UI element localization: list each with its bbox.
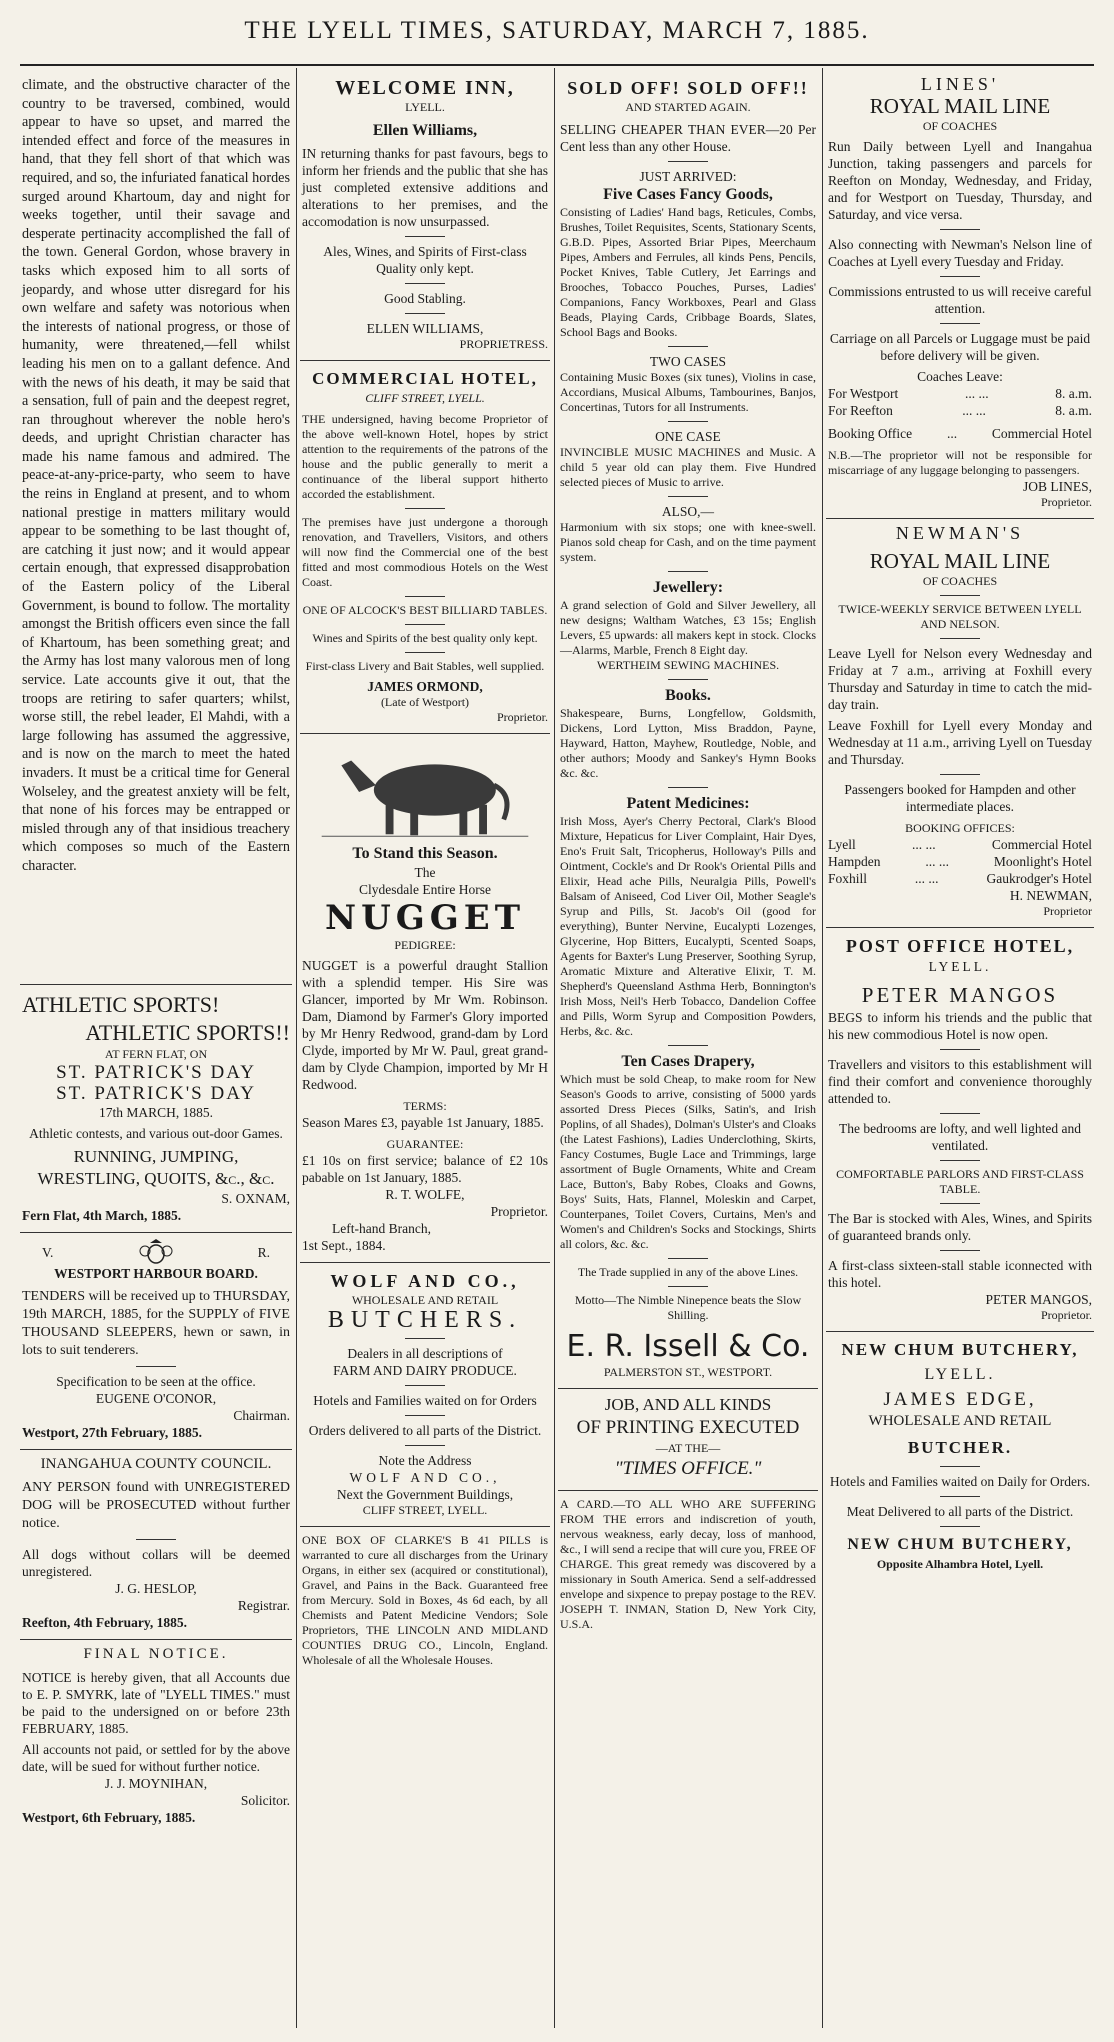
lines-carriage: Carriage on all Parcels or Luggage must be paid before delivery will be given. bbox=[829, 331, 1091, 363]
nugget-pedigree: PEDIGREE: bbox=[394, 938, 456, 952]
newman-leave-1: Leave Lyell for Nelson every Wednesday and Friday at 7 a.m., arriving at Foxhill every Thursday and Saturday in time to catch the mid-day train. bbox=[828, 646, 1092, 712]
chum-place: LYELL. bbox=[924, 1366, 996, 1383]
divider bbox=[940, 229, 980, 230]
nugget-branch: Left-hand Branch, bbox=[332, 1221, 431, 1236]
divider bbox=[940, 1526, 980, 1527]
newman-office-dots: ... ... bbox=[912, 837, 936, 852]
newman-office-row bbox=[828, 870, 1092, 887]
chum-opposite: Opposite Alhambra Hotel, Lyell. bbox=[876, 1557, 1044, 1571]
divider bbox=[940, 595, 980, 596]
newman-office-row bbox=[828, 853, 1092, 870]
motto: Motto—The Nimble Ninepence beats the Slow Shilling. bbox=[574, 1293, 802, 1322]
lines-row-time: 8. a.m. bbox=[1055, 403, 1092, 418]
crest-r: R. bbox=[257, 1244, 270, 1260]
po-title: POST OFFICE HOTEL, bbox=[845, 936, 1075, 956]
editorial-text: climate, and the obstructive character of the country to be traversed, combined, would appear to have so upset, and marred the intended effect and force of the measures in hand, that they fell short of that which was required, and so, the infuriated fanatical hordes surged around Khartoum, day and night for weeks together, until their savage and desperate pertinacity accomplished the fall of the town. General Gordon, whose bravery in tasks which exposed him to all sorts of jeopardy, and whose utter disregard for his own welfare and safety was notorious when the interests of national progress, or those of humanity, were threatened,—fell whilst leading his men on to a gallant defence. And with the news of his death, it may be said that a sensation, full of pain and the deepest regret, ran throughout wherever the noble hero's deeds, and upright Christian character has made his name famous and admired. The peace-at-any-price-party, who seem to have the reins in England at present, and to whom national prestige in matters military would appear to be something to be last thought of, are catching it just now; and it would appear certain enough, that expressed disapprobation of the Eastern policy of the Liberal Government, is bound to follow. The mortality amongst the British officers even since the fall of Khartoum, has been something great; and the Army has lost many valorous men of long service. Late accounts give it out, that the troops are retiring to safer quarters; whilst, worse still, the rebel leader, El Mahdi, with a large following has assumed the aggressive, and is now on the march to meet the hated invaders. It must be a critical time for General Wolseley, and the greatest anxiety will be felt, that none of his forces may be entrapped or misled through any of that insidious treachery which composes so much of the Eastern character. bbox=[22, 77, 290, 874]
divider bbox=[668, 571, 708, 572]
lines-booking-dots: ... bbox=[946, 426, 958, 441]
commercial-hotel-ad bbox=[300, 361, 550, 734]
nugget-guarantee-body: £1 10s on first service; balance of £2 10s pabable on 1st January, 1885. bbox=[302, 1153, 548, 1185]
athletic-signed: S. OXNAM, bbox=[221, 1191, 290, 1206]
newman-role: Proprietor bbox=[1043, 904, 1092, 918]
council-title: INANGAHUA COUNTY COUNCIL. bbox=[40, 1456, 272, 1472]
also-title: ALSO,— bbox=[661, 504, 715, 519]
po-place: LYELL. bbox=[928, 959, 992, 974]
masthead-rule bbox=[20, 64, 1094, 66]
newman-coaches-ad bbox=[826, 519, 1094, 928]
post-office-hotel-ad bbox=[826, 928, 1094, 1332]
po-sign: PETER MANGOS, bbox=[985, 1292, 1092, 1307]
commercial-body: THE undersigned, having become Proprietor of the above well-known Hotel, hopes by strict attention to the requirements of the patrons of the house and the public generally to merit a continuance of the liberal support hitherto accorded the establishment. bbox=[302, 412, 548, 501]
divider bbox=[405, 596, 445, 597]
nugget-stallion-ad bbox=[300, 734, 550, 1263]
divider bbox=[940, 1049, 980, 1050]
po-body: BEGS to inform his triends and the public that his new commodious Hotel is now open. bbox=[828, 1010, 1092, 1042]
newman-passengers: Passengers booked for Hampden and other intermediate places. bbox=[844, 782, 1076, 814]
lines-row bbox=[828, 402, 1092, 419]
athletic-events: RUNNING, JUMPING, WRESTLING, QUOITS, &c., &c. bbox=[37, 1147, 275, 1188]
wolf-orders: Orders delivered to all parts of the District. bbox=[308, 1423, 542, 1438]
commercial-body-2: The premises have just undergone a thorough renovation, and Travellers, Visitors, and others will now find the Commercial one of the best fitted and most commodious Hotels on the West Coast. bbox=[302, 515, 548, 589]
newman-office-dots: ... ... bbox=[914, 871, 939, 886]
lines-row bbox=[828, 385, 1092, 402]
nugget-terms: TERMS: bbox=[403, 1099, 447, 1113]
trade-supplied: The Trade supplied in any of the above Lines. bbox=[577, 1265, 799, 1279]
newman-of: OF COACHES bbox=[922, 574, 998, 588]
job-line-3: —AT THE— bbox=[655, 1441, 721, 1455]
job-line-2: OF PRINTING EXECUTED bbox=[576, 1417, 800, 1438]
divider bbox=[940, 323, 980, 324]
divider bbox=[668, 1258, 708, 1259]
commercial-late: (Late of Westport) bbox=[380, 695, 470, 709]
welcome-role: PROPRIETRESS. bbox=[459, 337, 548, 351]
wolf-trade: BUTCHERS. bbox=[327, 1307, 523, 1333]
athletic-contests: Athletic contests, and various out-door Games. bbox=[29, 1126, 283, 1141]
nugget-stand: To Stand this Season. bbox=[352, 845, 498, 862]
harbour-body: TENDERS will be received up to THURSDAY, 19th MARCH, 1885, for the SUPPLY of FIVE THOUSAND SLEEPERS, hewn or sawn, in lots to suit tenderers. bbox=[22, 1289, 290, 1358]
po-bar: The Bar is stocked with Ales, Wines, and Spirits of guaranteed brands only. bbox=[828, 1211, 1092, 1243]
royal-crest-icon bbox=[138, 1239, 174, 1265]
divider bbox=[940, 1250, 980, 1251]
divider bbox=[940, 1203, 980, 1204]
books-title: Books. bbox=[665, 687, 711, 704]
commercial-street: CLIFF STREET, LYELL. bbox=[365, 391, 485, 405]
harbour-name: EUGENE O'CONOR, bbox=[95, 1391, 217, 1406]
divider bbox=[405, 624, 445, 625]
divider bbox=[940, 276, 980, 277]
newman-office-row bbox=[828, 836, 1092, 853]
chum-whole: WHOLESALE AND RETAIL bbox=[868, 1413, 1052, 1429]
welcome-ales: Ales, Wines, and Spirits of First-class Quality only kept. bbox=[323, 244, 527, 276]
divider bbox=[668, 496, 708, 497]
welcome-place: LYELL. bbox=[405, 100, 445, 114]
wolf-hotels: Hotels and Families waited on for Orders bbox=[313, 1393, 537, 1408]
chum-butcher: BUTCHER. bbox=[907, 1438, 1013, 1457]
job-line-4: "TIMES OFFICE." bbox=[614, 1458, 762, 1479]
welcome-name: Ellen Williams, bbox=[372, 122, 478, 139]
final-name: J. J. MOYNIHAN, bbox=[104, 1776, 208, 1791]
final-date: Westport, 6th February, 1885. bbox=[22, 1810, 196, 1825]
wolf-street: CLIFF STREET, LYELL. bbox=[362, 1503, 488, 1517]
issell-address: PALMERSTON ST., WESTPORT. bbox=[603, 1365, 773, 1379]
nugget-guarantee: GUARANTEE: bbox=[386, 1137, 464, 1151]
athletic-day-2: ST. PATRICK'S DAY bbox=[56, 1083, 256, 1104]
newman-office-hotel: Commercial Hotel bbox=[991, 837, 1092, 852]
council-body-2: All dogs without collars will be deemed unregistered. bbox=[22, 1547, 290, 1579]
sewing-machines: WERTHEIM SEWING MACHINES. bbox=[596, 658, 780, 672]
newman-title: NEWMAN'S bbox=[895, 523, 1025, 543]
issell-name: E. R. Issell & Co. bbox=[566, 1329, 810, 1364]
column-3 bbox=[558, 70, 818, 1640]
jewellery-list: A grand selection of Gold and Silver Jewellery, all new designs; Waltham Watches, £3 15s; English Levers, £5 upwards: all makers kept in stock. Clocks—Alarms, Marble, French 8 Eight day. bbox=[560, 598, 816, 657]
athletic-at: AT FERN FLAT, ON bbox=[104, 1047, 208, 1061]
welcome-title: WELCOME INN, bbox=[335, 77, 515, 99]
nugget-terms-body: Season Mares £3, payable 1st January, 1885. bbox=[302, 1115, 544, 1130]
athletic-day-1: ST. PATRICK'S DAY bbox=[56, 1062, 256, 1083]
column-divider bbox=[822, 68, 823, 2028]
lines-booking-place: Commercial Hotel bbox=[991, 426, 1092, 441]
wolf-sub: WHOLESALE AND RETAIL bbox=[351, 1293, 499, 1307]
lines-coaches-ad bbox=[826, 70, 1094, 519]
divider bbox=[940, 1160, 980, 1161]
card-text: A CARD.—TO ALL WHO ARE SUFFERING FROM THE errors and indiscretion of youth, nervous weakness, early decay, loss of manhood, &c., I will send a recipe that will cure you, FREE OF CHARGE. This great remedy was discovered by a missionary in South America. Send a self-addressed envelope and sixpence to prepay postage to the REV. JOSEPH T. INMAN, Station D, New York City, U.S.A. bbox=[560, 1497, 816, 1631]
patent-title: Patent Medicines: bbox=[626, 795, 750, 812]
po-travellers: Travellers and visitors to this establishment will find their comfort and convenience thoroughly attended to. bbox=[828, 1057, 1092, 1106]
new-chum-butchery-ad bbox=[826, 1332, 1094, 1580]
lines-row-dots: ... ... bbox=[962, 403, 986, 418]
lines-row-time: 8. a.m. bbox=[1055, 386, 1092, 401]
nugget-horse: Clydesdale Entire Horse bbox=[359, 882, 491, 897]
welcome-sign: ELLEN WILLIAMS, bbox=[366, 321, 484, 336]
divider bbox=[940, 1466, 980, 1467]
divider bbox=[405, 313, 445, 314]
final-role: Solicitor. bbox=[240, 1793, 290, 1808]
newman-office-hotel: Gaukrodger's Hotel bbox=[986, 871, 1092, 886]
nugget-role: Proprietor. bbox=[490, 1204, 548, 1219]
lines-leave: Coaches Leave: bbox=[917, 369, 1003, 384]
lines-row-dots: ... ... bbox=[964, 386, 989, 401]
divider bbox=[940, 1113, 980, 1114]
divider bbox=[940, 774, 980, 775]
newman-office-hotel: Moonlight's Hotel bbox=[993, 854, 1092, 869]
po-parlors: COMFORTABLE PARLORS AND FIRST-CLASS TABLE. bbox=[836, 1167, 1084, 1196]
harbour-board-notice bbox=[20, 1233, 292, 1450]
fancy-goods-list: Consisting of Ladies' Hand bags, Reticules, Combs, Brushes, Toilet Requisites, Scents, Stationary Scents, G.B.D. Pipes, Assorted Briar Pipes, Meerchaum Pipes, Ambers and Ferrules, all kinds Pens, Pencils, Pocket Knives, Table Cutlery, Jet Earrings and Brooches, Tobacco Pouches, Purses, Ladies' Companions, Fancy Workboxes, Pearl and Glass Beads, Playing Cards, Cribbage Boards, Slates, School Bags and Books. bbox=[560, 205, 816, 339]
jewellery-title: Jewellery: bbox=[652, 579, 724, 596]
divider bbox=[136, 1366, 176, 1367]
wolf-title: WOLF AND CO., bbox=[330, 1271, 520, 1291]
job-line-1: JOB, AND ALL KINDS bbox=[604, 1395, 772, 1414]
lines-title: LINES' bbox=[920, 74, 1000, 94]
divider bbox=[668, 679, 708, 680]
royal-crest-row bbox=[22, 1239, 290, 1265]
divider bbox=[405, 508, 445, 509]
drapery-title: Ten Cases Drapery, bbox=[621, 1053, 755, 1070]
divider bbox=[405, 236, 445, 237]
two-cases-list: Containing Music Boxes (six tunes), Violins in case, Accordians, Musical Albums, Tambourines, Banjos, Concertinas, Tutors for all Instruments. bbox=[560, 370, 816, 414]
card-ad bbox=[558, 1491, 818, 1640]
lines-commissions: Commissions entrusted to us will receive careful attention. bbox=[828, 284, 1092, 316]
commercial-sign: JAMES ORMOND, bbox=[367, 679, 483, 694]
column-1 bbox=[20, 70, 292, 1834]
athletic-sports-ad bbox=[20, 985, 292, 1233]
po-stable: A first-class sixteen-stall stable iconnected with this hotel. bbox=[828, 1258, 1092, 1290]
commercial-title: COMMERCIAL HOTEL, bbox=[312, 369, 538, 388]
nugget-date: 1st Sept., 1884. bbox=[302, 1238, 386, 1253]
po-bedrooms: The bedrooms are lofty, and well lighted and ventilated. bbox=[838, 1121, 1082, 1153]
chum-title: NEW CHUM BUTCHERY, bbox=[841, 1340, 1079, 1359]
chum-title-2: NEW CHUM BUTCHERY, bbox=[847, 1536, 1073, 1553]
divider bbox=[668, 1045, 708, 1046]
lines-royal: ROYAL MAIL LINE bbox=[869, 94, 1051, 118]
wolf-dealers: Dealers in all descriptions of bbox=[347, 1346, 503, 1361]
divider bbox=[405, 283, 445, 284]
po-role: Proprietor. bbox=[1041, 1308, 1092, 1322]
two-cases-title: TWO CASES bbox=[649, 354, 727, 369]
clarke-text: ONE BOX OF CLARKE'S B 41 PILLS is warranted to cure all discharges from the Urinary Organs, in either sex (acquired or constitutional), Gravel, and Pains in the Back. Guaranteed free from Mercury. Sold in Boxes, 4s 6d each, by all Chemists and Patent Medicine Vendors; Sole Proprietors, THE LINCOLN AND MIDLAND COUNTIES DRUG CO., Lincoln, England. Wholesale of all the Wholesale Houses. bbox=[302, 1533, 548, 1667]
selling-cheaper: SELLING CHEAPER THAN EVER—20 Per Cent less than any other House. bbox=[560, 122, 816, 154]
crest-v: V. bbox=[42, 1244, 54, 1260]
one-case-list: INVINCIBLE MUSIC MACHINES and Music. A child 5 year old can play them. Five Hundred selected pieces of Music to arrive. bbox=[560, 445, 816, 489]
wolf-addr: WOLF AND CO., bbox=[349, 1470, 501, 1485]
divider bbox=[405, 1415, 445, 1416]
final-body-2: All accounts not paid, or settled for by the above date, will be sued for without further notice. bbox=[22, 1742, 290, 1774]
lines-also: Also connecting with Newman's Nelson line of Coaches at Lyell every Tuesday and Friday. bbox=[828, 237, 1092, 269]
chum-name: JAMES EDGE, bbox=[883, 1389, 1037, 1410]
final-title: FINAL NOTICE. bbox=[83, 1646, 229, 1662]
wolf-next: Next the Government Buildings, bbox=[336, 1487, 514, 1502]
newman-office-place: Foxhill bbox=[828, 871, 868, 886]
sold-off-title: SOLD OFF! SOLD OFF!! bbox=[567, 78, 809, 98]
lines-role: Proprietor. bbox=[1041, 495, 1092, 509]
council-date: Reefton, 4th February, 1885. bbox=[22, 1615, 187, 1630]
nugget-name: NUGGET bbox=[324, 898, 526, 938]
horse-illustration-icon bbox=[302, 740, 548, 840]
issell-store-ad bbox=[558, 70, 818, 1389]
wolf-butchers-ad bbox=[300, 1263, 550, 1527]
welcome-stabling: Good Stabling. bbox=[384, 291, 466, 306]
county-council-notice bbox=[20, 1450, 292, 1640]
editorial-article bbox=[20, 70, 292, 985]
commercial-livery: First-class Livery and Bait Stables, well supplied. bbox=[305, 659, 545, 673]
council-name: J. G. HESLOP, bbox=[115, 1581, 197, 1596]
nugget-sign: R. T. WOLFE, bbox=[385, 1187, 465, 1202]
divider bbox=[405, 1385, 445, 1386]
final-body: NOTICE is hereby given, that all Accounts due to E. P. SMYRK, late of "LYELL TIMES." must be paid to the undersigned on or before 23th FEBRUARY, 1885. bbox=[22, 1670, 290, 1736]
lines-sign: JOB LINES, bbox=[1022, 479, 1092, 494]
sold-off-sub: AND STARTED AGAIN. bbox=[625, 100, 751, 114]
newman-leave-2: Leave Foxhill for Lyell every Monday and Wednesday at 11 a.m., arriving Lyell on Tuesday and Thursday. bbox=[828, 718, 1092, 767]
divider bbox=[405, 1338, 445, 1339]
printing-ad bbox=[558, 1389, 818, 1491]
harbour-spec: Specification to be seen at the office. bbox=[56, 1374, 256, 1389]
final-notice bbox=[20, 1640, 292, 1834]
divider bbox=[668, 346, 708, 347]
lines-row-place: For Westport bbox=[828, 386, 899, 401]
divider bbox=[668, 1286, 708, 1287]
wolf-note: Note the Address bbox=[378, 1453, 472, 1468]
fancy-goods-title: Five Cases Fancy Goods, bbox=[603, 186, 773, 203]
commercial-billiard: ONE OF ALCOCK'S BEST BILLIARD TABLES. bbox=[302, 603, 548, 617]
newman-service: TWICE-WEEKLY SERVICE BETWEEN LYELL AND NELSON. bbox=[838, 602, 1082, 631]
divider bbox=[940, 1496, 980, 1497]
column-divider bbox=[296, 68, 297, 2028]
newman-offices: BOOKING OFFICES: bbox=[905, 821, 1015, 835]
lines-booking-row bbox=[828, 425, 1092, 442]
chum-meat: Meat Delivered to all parts of the District. bbox=[846, 1504, 1074, 1519]
athletic-heading-1: ATHLETIC SPORTS! bbox=[22, 992, 220, 1017]
divider bbox=[136, 1539, 176, 1540]
commercial-wines: Wines and Spirits of the best quality only kept. bbox=[312, 631, 538, 645]
lines-row-place: For Reefton bbox=[828, 403, 893, 418]
harbour-title: WESTPORT HARBOUR BOARD. bbox=[54, 1266, 258, 1281]
athletic-heading-2: ATHLETIC SPORTS!! bbox=[85, 1020, 290, 1045]
drapery-list: Which must be sold Cheap, to make room for New Season's Goods to arrive, consisting of 5000 yards assorted Dress Pieces (Silks, Satin's, and Irish Poplins, of all Shades), Dolman's Ulster's and Cloaks (the Latest Fashions), Ladies Underclothing, Skirts, Fancy Costumes, Bugle Lace and Trimmings, large assortment of Bugle Ornaments, White and Cream Lace, Button's, Baby Robes, Cloaks and Gowns, Boys' Suits, Hats, Flannel, Moleskin and Carpet, Counterpanes, Toilet Covers, Curtains, Men's and Women's and Children's Socks and Stockings, Shirts all colors, &c. &c. bbox=[560, 1072, 816, 1251]
divider bbox=[405, 652, 445, 653]
athletic-place: Fern Flat, 4th March, 1885. bbox=[22, 1208, 182, 1223]
wolf-produce: FARM AND DAIRY PRODUCE. bbox=[333, 1363, 517, 1378]
council-role: Registrar. bbox=[237, 1598, 290, 1613]
newman-office-place: Lyell bbox=[828, 837, 856, 852]
column-2 bbox=[300, 70, 550, 1676]
nugget-the: The bbox=[414, 865, 436, 880]
chum-hotels: Hotels and Families waited on Daily for Orders. bbox=[829, 1474, 1091, 1489]
harbour-date: Westport, 27th February, 1885. bbox=[22, 1425, 202, 1440]
nugget-body: NUGGET is a powerful draught Stallion with a splendid temper. His Sire was Glancer, imported by Mr Wm. Robinson. Dam, Diamond by Farmer's Glory imported by Mr Henry Redwood, grand-dam by Lord Clyde, imported by Mr W. Paul, great grand-dam by Clyde Champion, imported by Mr H Redwood. bbox=[302, 958, 548, 1092]
athletic-date: 17th MARCH, 1885. bbox=[98, 1105, 213, 1120]
divider bbox=[940, 638, 980, 639]
lines-booking: Booking Office bbox=[828, 426, 913, 441]
one-case-title: ONE CASE bbox=[655, 429, 721, 444]
also-list: Harmonium with six stops; one with knee-swell. Pianos sold cheap for Cash, and on the time payment system. bbox=[560, 520, 816, 564]
po-name: PETER MANGOS bbox=[861, 983, 1059, 1007]
welcome-inn-ad bbox=[300, 70, 550, 361]
council-body: ANY PERSON found with UNREGISTERED DOG will be PROSECUTED without further notice. bbox=[22, 1480, 290, 1531]
newman-office-place: Hampden bbox=[828, 854, 881, 869]
newman-office-dots: ... ... bbox=[925, 854, 950, 869]
clarke-pills-ad bbox=[300, 1527, 550, 1676]
divider bbox=[668, 161, 708, 162]
welcome-body: IN returning thanks for past favours, begs to inform her friends and the public that she has just completed extensive additions and alterations to her premises, and the accomodation is now unsurpassed. bbox=[302, 146, 548, 229]
harbour-role: Chairman. bbox=[233, 1408, 290, 1423]
commercial-role: Proprietor. bbox=[497, 710, 548, 724]
column-4 bbox=[826, 70, 1094, 1580]
lines-nb: N.B.—The proprietor will not be responsible for miscarriage of any luggage belonging to passengers. bbox=[828, 448, 1092, 477]
patent-list: Irish Moss, Ayer's Cherry Pectoral, Clark's Blood Mixture, Hepaticus for Liver Complaint, Hair Dyes, Eno's Fruit Salt, Tricopherus, Holloway's Pills and Ointment, Cockle's and Dr Rook's Oriental Pills and Elixir, Head ache Pills, Neuralgia Pills, Powell's Balsam of Aniseed, Cod Liver Oil, Mother Seagle's Syrup and Pills, St. Jacob's Oil (good for everything), Bunter Nervine, Eucalypti Lozenges, Glycerine, Hop Bitters, Eucalypti, Scented Soaps, Agents for Baxter's Lung Preserver, Soothing Syrup, Aromatic Mixture and Alterative Elixir, T. M. Shepherd's Queensland Asthma Herb, Bonnington's Irish Moss, Neil's Herb Tobacco, Dandelion Coffee and Pills, Worm Syrup and Composition Powders, Herbs, &c. &c. bbox=[560, 814, 816, 1038]
newman-sign: H. NEWMAN, bbox=[1009, 888, 1092, 903]
newman-royal: ROYAL MAIL LINE bbox=[869, 549, 1051, 573]
column-divider bbox=[554, 68, 555, 2028]
divider bbox=[405, 1445, 445, 1446]
books-list: Shakespeare, Burns, Longfellow, Goldsmith, Dickens, Lord Lytton, Miss Braddon, Payne, Hayward, Hatton, Mayhew, Routledge, Noble, and other authors; Moody and Sankey's Hymn Books &c. &c. bbox=[560, 706, 816, 780]
lines-of: OF COACHES bbox=[922, 119, 998, 133]
divider bbox=[668, 421, 708, 422]
masthead: THE LYELL TIMES, SATURDAY, MARCH 7, 1885. bbox=[244, 17, 870, 44]
just-arrived: JUST ARRIVED: bbox=[639, 169, 737, 184]
divider bbox=[668, 787, 708, 788]
lines-body: Run Daily between Lyell and Inangahua Junction, taking passengers and parcels for Reefton on Monday, Wednesday, and Friday, and for Westport on Tuesday, Thursday, and Saturday, and vice versa. bbox=[828, 139, 1092, 222]
